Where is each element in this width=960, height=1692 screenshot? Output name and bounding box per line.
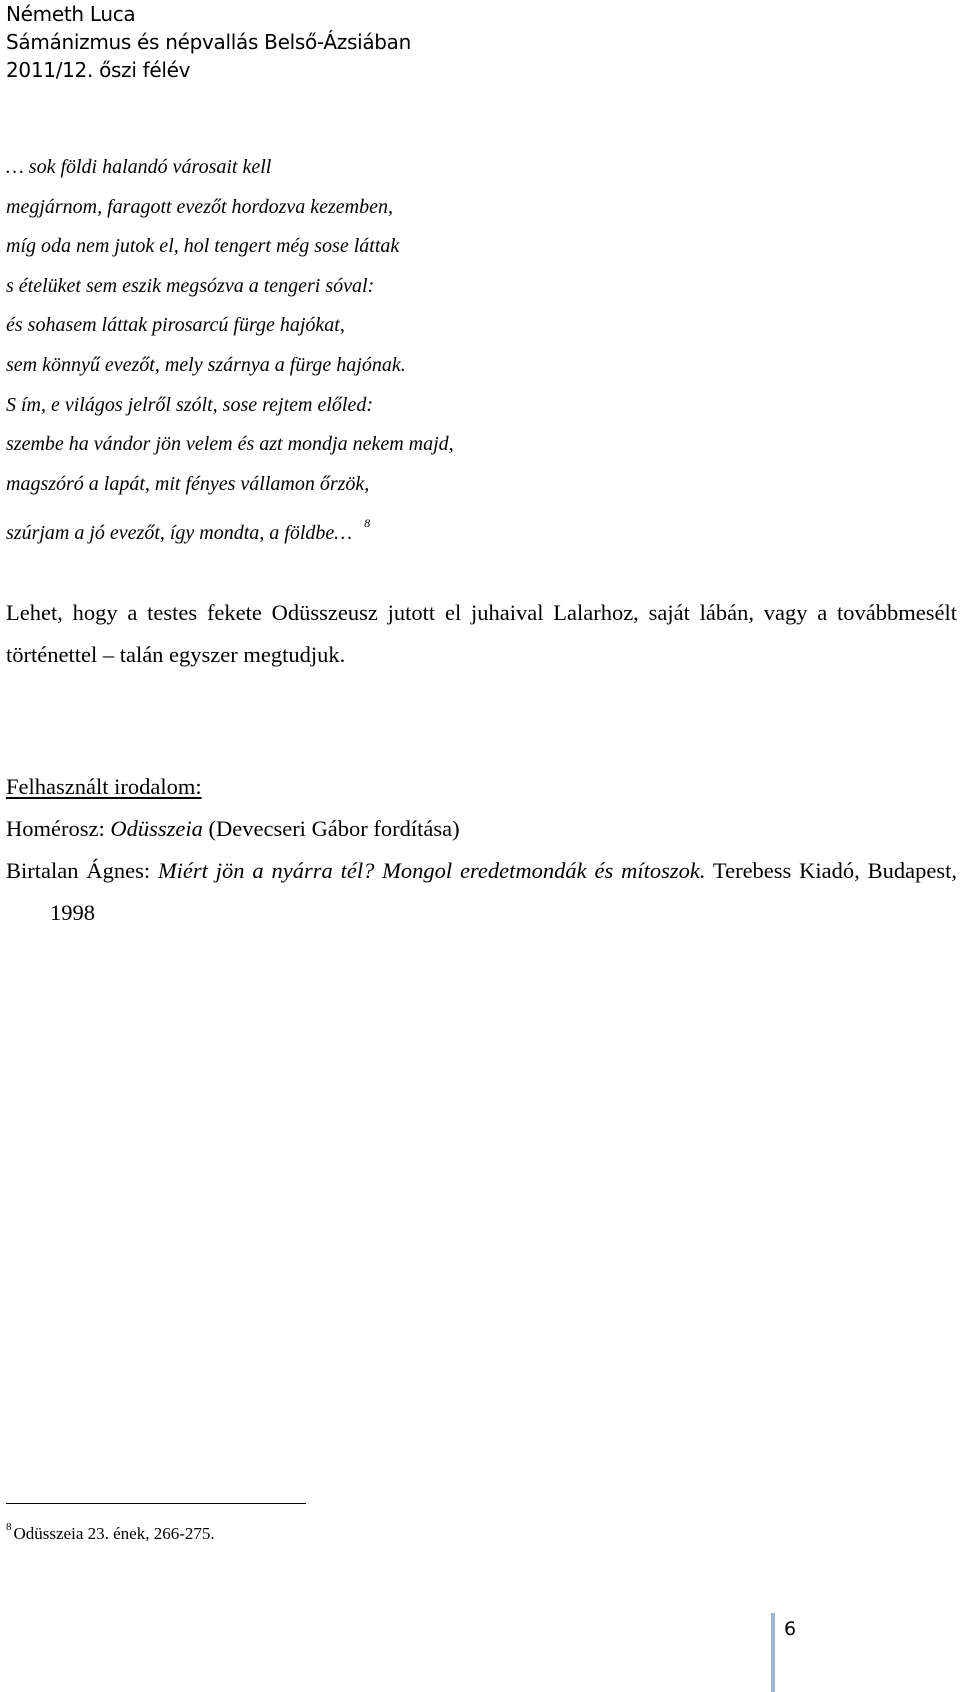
footnote-reference[interactable]: 8 bbox=[364, 516, 371, 531]
footnote-separator bbox=[6, 1503, 306, 1504]
footnote-number: 8 bbox=[6, 1521, 12, 1533]
page-header bbox=[6, 0, 411, 84]
poem-line: és sohasem láttak pirosarcú fürge hajókat, bbox=[6, 314, 345, 337]
poem-line: s ételüket sem eszik megsózva a tengeri sóval: bbox=[6, 274, 375, 297]
page-number-bar bbox=[771, 1613, 775, 1692]
footnote bbox=[6, 1514, 215, 1547]
bibliography-entry bbox=[6, 808, 957, 850]
page-number: 6 bbox=[784, 1618, 797, 1640]
bibliography-heading: Felhasznált irodalom: bbox=[6, 774, 202, 799]
body-paragraph: Lehet, hogy a testes fekete Odüsszeusz jutott el juhaival Lalarhoz, saját lábán, vagy a továbbmesélt történettel – talán egyszer megtudjuk. bbox=[6, 600, 957, 667]
bibliography-entry bbox=[6, 850, 957, 934]
poem-line-text: szúrjam a jó evezőt, így mondta, a földbe… bbox=[6, 522, 353, 545]
poem-quote bbox=[6, 152, 946, 548]
poem-line: megjárnom, faragott evezőt hordozva kezemben, bbox=[6, 195, 393, 218]
poem-last-line bbox=[6, 508, 946, 548]
poem-line: S ím, e világos jelről szólt, sose rejtem előled: bbox=[6, 393, 373, 416]
poem-line: magszóró a lapát, mit fényes vállamon őrzök, bbox=[6, 472, 370, 495]
header-semester: 2011/12. őszi félév bbox=[6, 58, 191, 82]
entry-title: Odüsszeia bbox=[110, 816, 203, 841]
footnote-text: Odüsszeia 23. ének, 266-275. bbox=[13, 1524, 215, 1543]
poem-line: míg oda nem jutok el, hol tengert még sose láttak bbox=[6, 235, 400, 258]
poem-line: … sok földi halandó városait kell bbox=[6, 156, 272, 178]
entry-details: (Devecseri Gábor fordítása) bbox=[202, 816, 460, 841]
poem-line: sem könnyű evezőt, mely szárnya a fürge hajónak. bbox=[6, 353, 406, 376]
header-course: Sámánizmus és népvallás Belső-Ázsiában bbox=[6, 30, 412, 54]
entry-title: Miért jön a nyárra tél? Mongol eredetmondák és mítoszok. bbox=[157, 858, 706, 883]
entry-author: Homérosz: bbox=[6, 816, 111, 841]
poem-line: szembe ha vándor jön velem és azt mondja nekem majd, bbox=[6, 433, 454, 456]
bibliography bbox=[6, 766, 957, 934]
header-author: Németh Luca bbox=[6, 2, 136, 26]
entry-author: Birtalan Ágnes: bbox=[6, 858, 158, 883]
entry-details: Terebess Kiadó, Budapest, 1998 bbox=[50, 858, 957, 925]
